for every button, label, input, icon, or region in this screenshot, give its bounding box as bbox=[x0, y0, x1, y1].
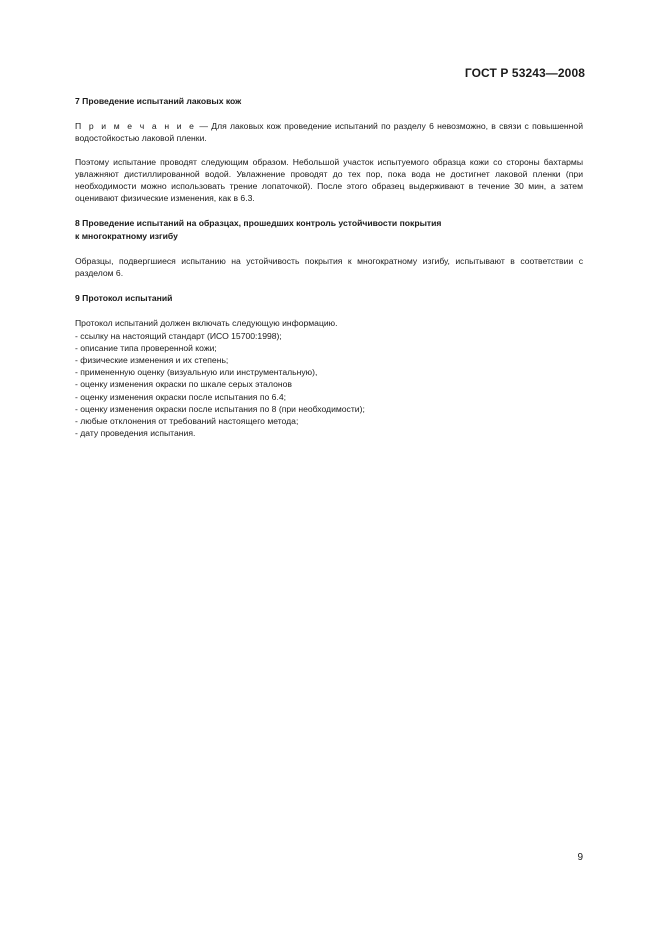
section-8-paragraph: Образцы, подвергшиеся испытанию на устойчивость покрытия к многократному изгибу, испытывают в соответствии с разделом 6. bbox=[75, 255, 583, 279]
section-7-paragraph: Поэтому испытание проводят следующим образом. Небольшой участок испытуемого образца кожи со стороны бахтармы увлажняют дистиллированной водой. Увлажнение проводят до тех пор, пока вода не достигнет лаковой пленки (при необходимости можно использовать трение лопаточкой). После этого образец выдерживают в течение 30 мин, а затем оценивают физические изменения, как в 6.3. bbox=[75, 156, 583, 204]
note-label: П р и м е ч а н и е bbox=[75, 121, 197, 132]
standard-designation: ГОСТ Р 53243—2008 bbox=[464, 66, 585, 80]
note-text: — Для лаковых кож проведение испытаний по разделу 6 невозможно, в связи с повышенной водостойкостью лаковой пленки. bbox=[75, 121, 583, 144]
section-9-title: 9 Протокол испытаний bbox=[75, 293, 173, 304]
list-item: - ссылку на настоящий стандарт (ИСО 15700:1998); bbox=[75, 330, 282, 341]
section-9-list bbox=[75, 330, 583, 440]
section-8-title-line1: 8 Проведение испытаний на образцах, прошедших контроль устойчивости покрытия bbox=[75, 218, 442, 229]
list-item: - любые отклонения от требований настоящего метода; bbox=[75, 416, 299, 427]
list-item: - описание типа проверенной кожи; bbox=[75, 342, 217, 353]
list-item: - примененную оценку (визуальную или инструментальную), bbox=[75, 367, 318, 378]
section-7-note bbox=[75, 120, 583, 144]
list-item: - дату проведения испытания. bbox=[75, 428, 196, 439]
list-item: - оценку изменения окраски после испытания по 8 (при необходимости); bbox=[75, 403, 365, 414]
document-body bbox=[75, 95, 583, 439]
section-7-title: 7 Проведение испытаний лаковых кож bbox=[75, 96, 242, 106]
list-item: - физические изменения и их степень; bbox=[75, 355, 229, 366]
list-item: - оценку изменения окраски по шкале серых эталонов bbox=[75, 379, 292, 390]
list-item: - оценку изменения окраски после испытания по 6.4; bbox=[75, 391, 287, 402]
page-number: 9 bbox=[577, 852, 583, 863]
section-8-title-line2: к многократному изгибу bbox=[75, 230, 178, 241]
section-9-intro: Протокол испытаний должен включать следующую информацию. bbox=[75, 318, 338, 329]
